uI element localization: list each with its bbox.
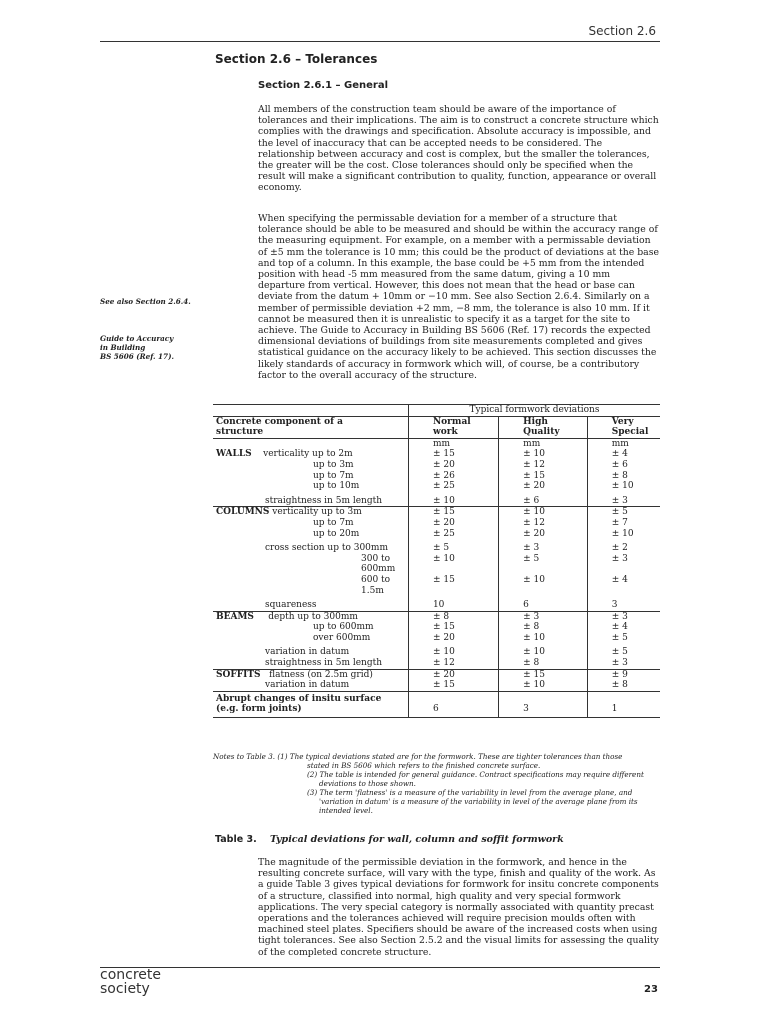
cell: ± 3 (499, 611, 588, 622)
cell: ± 15 (408, 449, 498, 460)
row-label: SOFFITS flatness (on 2.5m grid) (216, 669, 373, 680)
concrete-society-logo: concrete society (100, 967, 161, 997)
note-line: intended level. (319, 806, 373, 815)
cell: ± 3 (587, 492, 660, 507)
table-label: Table 3. (215, 834, 257, 845)
cell: ± 3 (587, 611, 660, 622)
cell: ± 26 (408, 471, 498, 482)
row-label: up to 10m (313, 481, 360, 492)
page-number: 23 (644, 984, 658, 995)
cell: ± 25 (408, 481, 498, 492)
row-label: variation in datum (265, 647, 350, 658)
header-very-special: Very Special (587, 416, 660, 438)
header-normal: Normal work (408, 416, 498, 438)
cell: ± 5 (587, 507, 660, 518)
cell: ± 20 (408, 518, 498, 529)
subsection-title: Section 2.6.1 – General (258, 80, 389, 91)
note-line: (2) The table is intended for general guidance. Contract specifications may require different (307, 770, 644, 779)
cell: ± 12 (408, 658, 498, 669)
cell: ± 4 (587, 449, 660, 460)
cell: ± 4 (587, 622, 660, 633)
cell: ± 15 (499, 669, 588, 680)
cell: ± 8 (499, 622, 588, 633)
row-label: BEAMS depth up to 300mm (216, 611, 358, 622)
margin-note-see-also: See also Section 2.6.4. (100, 297, 191, 306)
cell: ± 5 (408, 539, 498, 554)
note-line: stated in BS 5606 which refers to the finished concrete surface. (307, 761, 541, 770)
cell: ± 5 (587, 633, 660, 644)
running-header: Section 2.6 (588, 24, 656, 38)
row-label: up to 7m (313, 517, 354, 528)
cell: ± 15 (408, 507, 498, 518)
note-line: (3) The term 'flatness' is a measure of the variability in level from the average plane, and (307, 788, 633, 797)
paragraph-general: All members of the construction team should be aware of the importance of tolerances and their implications. The aim is to construct a concrete structure which complies with the drawings and specification. Absolute accuracy is impossible, and the level of inaccuracy that can be accepted needs to be considered. The relationship between accuracy and cost is complex, but the smaller the tolerances, the greater will be the cost. Close tolerances should only be specified when the result will make a significant contribution to quality, function, appearance or overall economy. (258, 104, 659, 194)
margin-note-line: BS 5606 (Ref. 17). (100, 352, 174, 361)
paragraph-specifying: When specifying the permissable deviation for a member of a structure that tolerance should be able to be measured and should be within the accuracy range of the measuring equipment. For example, on a member with a permissable deviation of ±5 mm the tolerance is 10 mm; this could be the product of deviations at the base and top of a column. In this example, the base could be +5 mm from the intended position with head -5 mm measured from the same datum, giving a 10 mm departure from vertical. However, this does not mean that the head or base can deviate from the datum + 10mm or −10 mm. See also Section 2.6.4. Similarly on a member of permissible deviation +2 mm, −8 mm, the tolerance is also 10 mm. If it cannot be measured then it is unrealistic to specify it as a target for the site to achieve. The Guide to Accuracy in Building BS 5606 (Ref. 17) records the expected dimensional deviations of buildings from site measurements completed and gives statistical guidance on the accuracy likely to be achieved. This section discusses the likely standards of accuracy in formwork which will, of course, be a contributory factor to the overall accuracy of the structure. (258, 213, 660, 381)
cell: ± 3 (499, 539, 588, 554)
cell: ± 10 (499, 680, 588, 691)
cell: ± 15 (408, 575, 498, 596)
note-line: Notes to Table 3. (1) The typical deviations stated are for the formwork. These are tighter tolerances than those (213, 752, 623, 761)
row-label: straightness in 5m length (265, 495, 383, 506)
tolerance-table (213, 404, 660, 718)
cell: ± 25 (408, 529, 498, 540)
tolerance-table-wrapper (213, 404, 660, 718)
cell: ± 20 (408, 669, 498, 680)
cell: ± 3 (587, 658, 660, 669)
header-component: Concrete component of a structure (216, 416, 343, 438)
row-label: up to 7m (313, 470, 354, 481)
margin-note-line: in Building (100, 343, 146, 352)
footer-rule (100, 967, 660, 968)
cell: ± 6 (499, 492, 588, 507)
unit-label: mm (499, 438, 588, 449)
cell: ± 8 (408, 611, 498, 622)
cell: ± 20 (499, 529, 588, 540)
row-label: straightness in 5m length (265, 658, 383, 669)
row-label: 300 to 600mm (361, 553, 396, 575)
cell: ± 10 (499, 575, 588, 596)
cell: ± 10 (408, 492, 498, 507)
row-label: up to 20m (313, 528, 360, 539)
row-label: up to 3m (313, 459, 354, 470)
cell: ± 8 (587, 471, 660, 482)
cell: ± 8 (587, 680, 660, 691)
header-rule (100, 41, 660, 42)
row-label: variation in datum (265, 680, 350, 691)
cell: 6 (499, 596, 588, 611)
cell: ± 10 (499, 643, 588, 658)
cell: ± 10 (408, 554, 498, 575)
cell: ± 6 (587, 460, 660, 471)
table-notes (213, 752, 660, 815)
cell: ± 5 (499, 554, 588, 575)
row-label: 600 to 1.5m (361, 574, 391, 596)
section-title: Section 2.6 – Tolerances (215, 52, 378, 66)
unit-label: mm (408, 438, 498, 449)
cell: 3 (587, 596, 660, 611)
row-label: squareness (265, 600, 317, 611)
cell: ± 10 (408, 643, 498, 658)
cell: 3 (499, 691, 588, 717)
cell: ± 5 (587, 643, 660, 658)
table-caption: Typical deviations for wall, column and soffit formwork (270, 834, 564, 845)
row-label: WALLS verticality up to 2m (216, 449, 353, 460)
row-label: cross section up to 300mm (265, 543, 388, 554)
margin-note-guide-reference (100, 334, 220, 361)
cell: ± 10 (499, 449, 588, 460)
cell: ± 15 (408, 680, 498, 691)
cell: ± 12 (499, 518, 588, 529)
cell: ± 4 (587, 575, 660, 596)
cell: ± 12 (499, 460, 588, 471)
note-line: deviations to those shown. (319, 779, 416, 788)
cell: ± 7 (587, 518, 660, 529)
margin-note-line: Guide to Accuracy (100, 334, 174, 343)
cell: ± 15 (499, 471, 588, 482)
cell: 6 (408, 691, 498, 717)
cell: ± 15 (408, 622, 498, 633)
cell: ± 10 (587, 481, 660, 492)
cell: ± 8 (499, 658, 588, 669)
row-label: COLUMNS verticality up to 3m (216, 507, 362, 518)
row-label: up to 600mm (313, 622, 374, 633)
group-header: Typical formwork deviations (408, 405, 660, 417)
cell: ± 9 (587, 669, 660, 680)
cell: ± 20 (408, 460, 498, 471)
paragraph-magnitude: The magnitude of the permissible deviation in the formwork, and hence in the resulting concrete surface, will vary with the type, finish and quality of the work. As a guide Table 3 gives typical deviations for formwork for insitu concrete components of a structure, classified into normal, high quality and very special formwork applications. The very special category is normally associated with quantity precast operations and the tolerances achieved will require precision moulds often with machined steel plates. Specifiers should be aware of the increased costs when using tight tolerances. See also Section 2.5.2 and the visual limits for assessing the quality of the completed concrete structure. (258, 857, 659, 958)
cell: ± 3 (587, 554, 660, 575)
cell: ± 20 (499, 481, 588, 492)
row-label: over 600mm (313, 632, 371, 643)
unit-label: mm (587, 438, 660, 449)
cell: ± 10 (587, 529, 660, 540)
note-line: 'variation in datum' is a measure of the variability in level of the average plane from its (319, 797, 638, 806)
cell: ± 20 (408, 633, 498, 644)
cell: ± 10 (499, 633, 588, 644)
row-label: Abrupt changes of insitu surface (e.g. form joints) (216, 693, 382, 715)
cell: ± 2 (587, 539, 660, 554)
header-high: High Quality (499, 416, 588, 438)
cell: 1 (587, 691, 660, 717)
cell: 10 (408, 596, 498, 611)
cell: ± 10 (499, 507, 588, 518)
